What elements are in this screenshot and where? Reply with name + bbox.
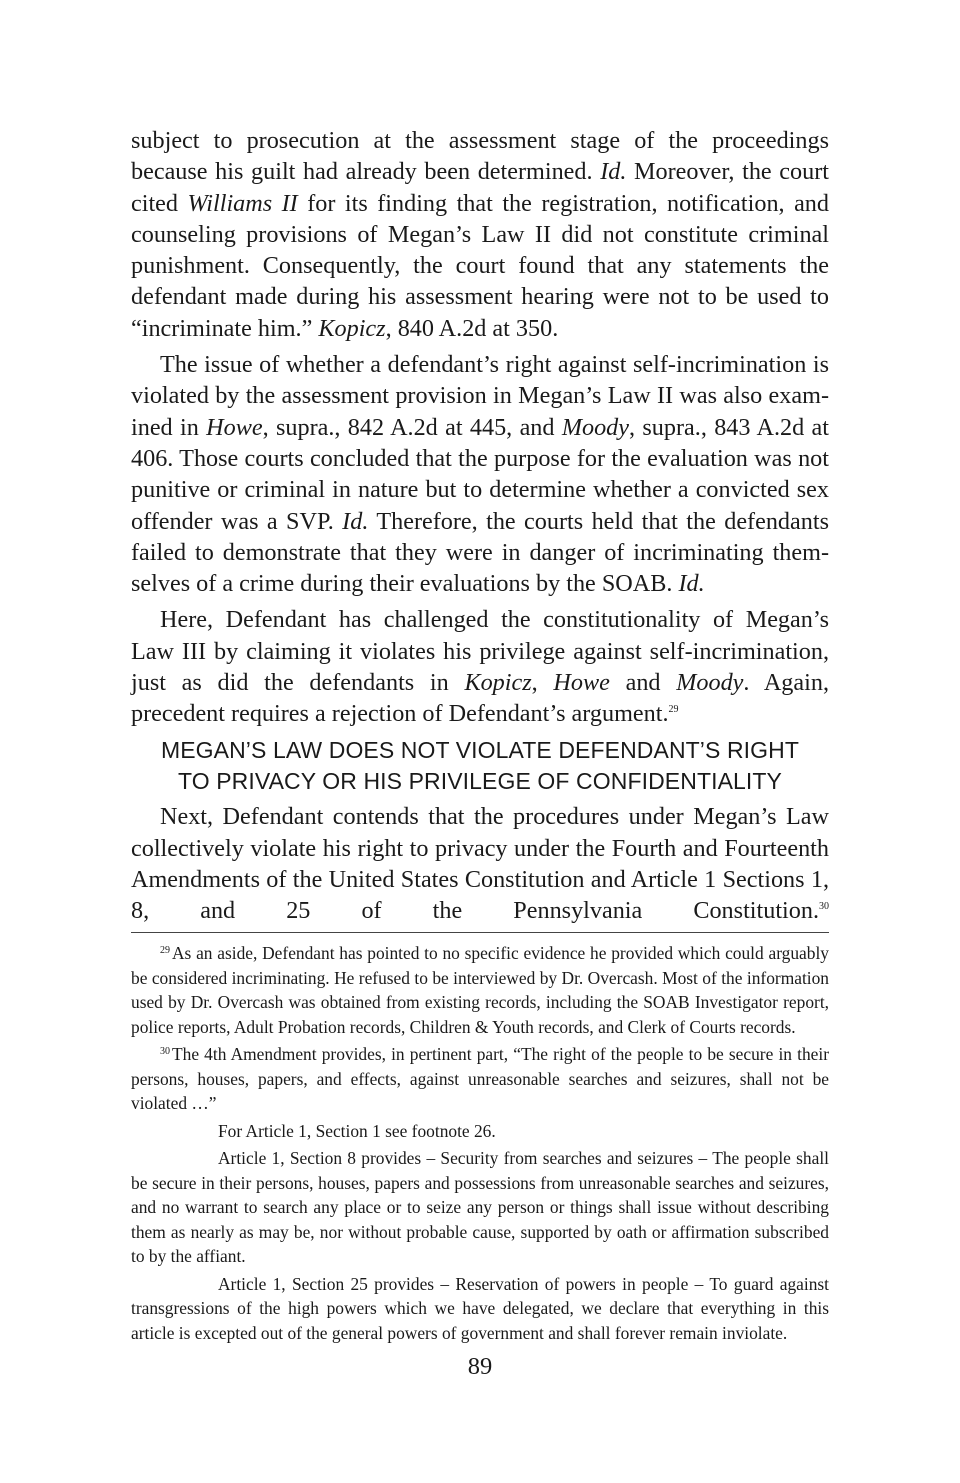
case-name: Moody bbox=[561, 413, 629, 441]
case-name: Moody bbox=[676, 669, 744, 697]
paragraph-4 bbox=[131, 801, 829, 926]
text-run: Therefore, the courts held that the defendants failed to demonstrate that they were in danger of incriminating themselves of a crime during their evaluations by the SOAB. bbox=[131, 507, 829, 598]
heading-line: TO PRIVACY OR HIS PRIVILEGE OF CONFIDENTIALITY bbox=[178, 767, 782, 794]
text-run: , 840 A.2d at 350. bbox=[385, 314, 559, 342]
paragraph-3 bbox=[131, 604, 829, 729]
citation-id: Id. bbox=[600, 158, 627, 186]
text-run: , supra., 842 A.2d at 445, and bbox=[262, 413, 562, 441]
footnote-number: 30 bbox=[160, 1045, 170, 1057]
footnote-reference: 30 bbox=[819, 901, 829, 913]
footnote-30-article-1-section-8: Article 1, Section 8 provides – Security from searches and seizures – The people shall be secure in their persons, houses, papers and possessions from unreasonable searches and seizures, and no warrant to search any place or to seize any person or things shall issue without describing them as nearly as may be, nor without probable cause, supported by oath or affirmation subscribed to by the affiant. bbox=[131, 1148, 829, 1267]
page-body bbox=[131, 125, 829, 1348]
text-run: The issue of whether a defendant’s right against self-incrimination is violated by the assessment provision in Megan’s Law II was also examined in bbox=[131, 351, 829, 441]
footnote-30 bbox=[131, 1042, 829, 1116]
case-name: Kopicz bbox=[318, 314, 386, 342]
footnote-divider bbox=[131, 932, 829, 933]
citation-id: Id. bbox=[342, 507, 369, 535]
case-name: Howe bbox=[553, 669, 610, 697]
paragraph-1 bbox=[131, 125, 829, 344]
page-number: 89 bbox=[467, 1353, 493, 1380]
text-run: . Again, precedent requires a rejection of Defendant’s argument. bbox=[131, 669, 829, 728]
section-heading bbox=[131, 735, 829, 798]
text-run: Moreover, the court cited bbox=[131, 158, 829, 217]
paragraph-2 bbox=[131, 349, 829, 599]
footnote-reference: 29 bbox=[668, 704, 679, 716]
heading-line: MEGAN’S LAW DOES NOT VIOLATE DEFENDANT’S RIGHT bbox=[160, 736, 800, 763]
footnote-30-article-1-section-1: For Article 1, Section 1 see footnote 26. bbox=[218, 1120, 496, 1141]
case-name: Kopicz bbox=[464, 669, 532, 697]
text-run: subject to prosecution at the assessment stage of the proceedings because his guilt had already been determined. bbox=[131, 127, 829, 186]
footnote-text: The 4th Amendment provides, in pertinent part, “The right of the people to be secure in their persons, houses, papers, and effects, against unreasonable searches and seizures, shall not be violated …” bbox=[131, 1044, 829, 1114]
footnote-30-article-1-section-25: Article 1, Section 25 provides – Reservation of powers in people – To guard against transgressions of the high powers which we have delegated, we declare that everything in this article is excepted out of the general powers of government and shall forever remain inviolate. bbox=[131, 1273, 829, 1343]
footnote-29 bbox=[131, 941, 829, 1039]
footnote-text: As an aside, Defendant has pointed to no specific evidence he provided which could arguably be considered incriminating. He refused to be interviewed by Dr. Overcash. Most of the information used by Dr. Overcash was obtained from existing records, including the SOAB Investigator report, police reports, Adult Probation records, Children & Youth records, and Clerk of Courts records. bbox=[131, 943, 829, 1037]
case-name: Williams II bbox=[187, 189, 298, 217]
case-name: Howe bbox=[206, 413, 263, 441]
text-run: , bbox=[531, 669, 554, 697]
text-run: for its finding that the registration, notification, and counseling provisions of Megan’s Law II did not constitute criminal punishment. Consequently, the court found that any statements the defendant made during his assessment hearing were not to be used to “incriminate him.” bbox=[131, 189, 829, 342]
text-run: and bbox=[609, 669, 677, 697]
text-run: Here, Defendant has challenged the constitutionality of Megan’s Law III by claiming it violates his privilege against self-incrimination, just as did the defendants in bbox=[131, 606, 829, 697]
text-run: Next, Defendant contends that the procedures under Megan’s Law collectively violate his right to privacy under the Fourth and Fourteenth Amendments of the United States Constitution and Article 1 Sections 1, 8, and 25 of the Pennsylvania Constitution. bbox=[131, 803, 829, 925]
text-run: , supra., 843 A.2d at 406. Those courts concluded that the purpose for the evaluation was not punitive or criminal in nature but to determine whether a convicted sex offender was a SVP. bbox=[131, 413, 829, 535]
citation-id: Id. bbox=[678, 570, 705, 598]
footnote-number: 29 bbox=[160, 944, 170, 956]
